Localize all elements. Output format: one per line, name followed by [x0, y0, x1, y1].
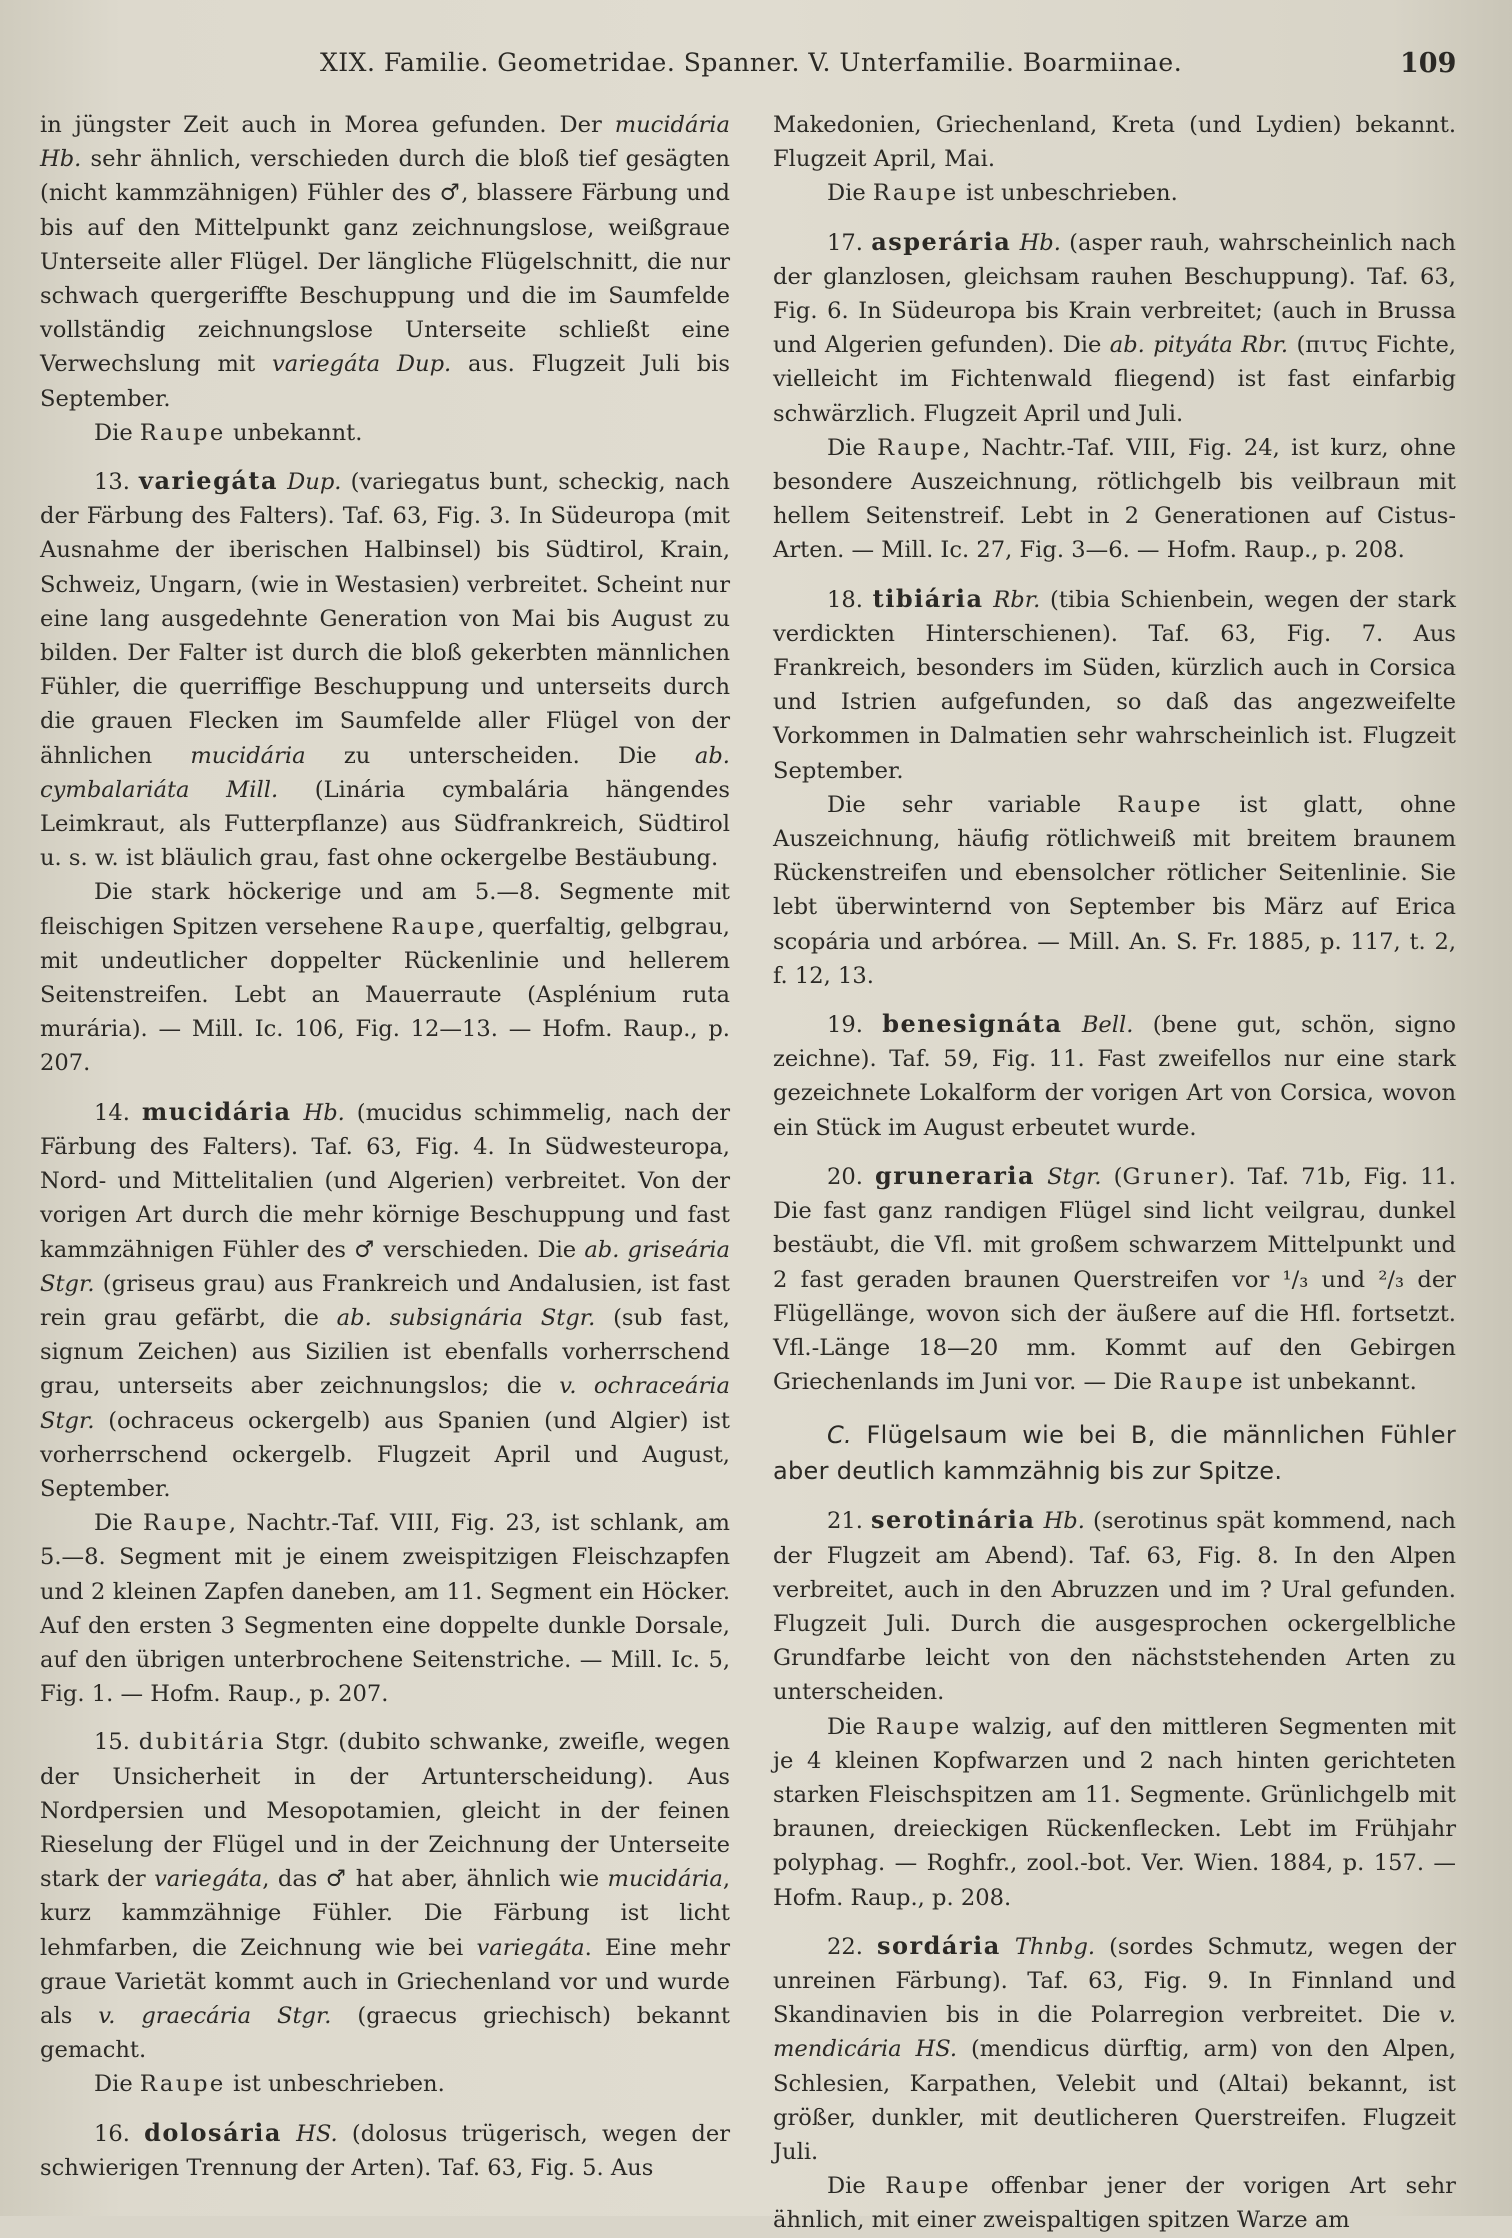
spaced-term: Raupe	[875, 1713, 962, 1740]
paragraph: Die Raupe ist unbeschrieben.	[94, 2071, 445, 2098]
italic-term: v. graecária Stgr.	[98, 2002, 332, 2029]
paragraph: Makedonien, Griechenland, Kreta (und Lydien) bekannt. Flugzeit April, Mai.	[773, 112, 1456, 173]
italic-term: ab. subsignária Stgr.	[336, 1304, 596, 1331]
left-column	[40, 108, 730, 2185]
running-header	[0, 48, 1512, 88]
italic-term: ab. cymbalariáta Mill.	[40, 742, 730, 803]
paragraph: Die Raupe walzig, auf den mittleren Segmenten mit je 4 kleinen Kopfwarzen und 2 nach hinten gerichteten starken Fleischspitzen am 11. Segmente. Grünlichgelb mit braunen, dreieckigen Rückenflecken. Lebt im Frühjahr polyphag. — Roghfr., zool.-bot. Ver. Wien. 1884, p. 157. — Hofm. Raup., p. 208.	[773, 1713, 1456, 1911]
italic-term: mucidária	[190, 742, 306, 769]
italic-term: Bell.	[1081, 1012, 1134, 1039]
species-entry-17: 17. asperária Hb. (asper rauh, wahrscheinlich nach der glanzlosen, gleichsam rauhen Beschuppung). Taf. 63, Fig. 6. In Südeuropa bis Krain verbreitet; (auch in Brussa und Algerien gefunden). Die ab. pityáta Rbr. (πιτυς Fichte, vielleicht im Fichtenwald fliegend) ist fast einfarbig schwärzlich. Flugzeit April und Juli.	[773, 226, 1457, 427]
header-title: XIX. Familie. Geometridae. Spanner. V. Unterfamilie. Boarmiinae.	[320, 48, 1183, 77]
spaced-term: Raupe	[872, 180, 959, 207]
spaced-term: Gruner	[1122, 1163, 1220, 1190]
italic-term: ab. griseária Stgr.	[40, 1236, 730, 1297]
paragraph: Die Raupe offenbar jener der vorigen Art sehr ähnlich, mit einer zweispaltigen spitzen Warze am	[773, 2173, 1456, 2234]
species-name: asperária	[871, 226, 1012, 256]
species-name: sordária	[876, 1930, 1001, 1960]
italic-term: Rbr.	[993, 586, 1041, 613]
spaced-term: Raupe	[139, 419, 226, 446]
spaced-term: Raupe	[1159, 1369, 1246, 1396]
species-entry-20: 20. gruneraria Stgr. (Gruner). Taf. 71b, Fig. 11. Die fast ganz randigen Flügel sind licht veilgrau, dunkel bestäubt, die Vfl. mit großem schwarzem Mittelpunkt und 2 fast geraden braunen Querstreifen vor ¹/₃ und ²/₃ der Flügellänge, wovon sich der äußere auf die Hfl. fortsetzt. Vfl.-Länge 18—20 mm. Kommt auf den Gebirgen Griechenlands im Juni vor. — Die Raupe ist unbekannt.	[773, 1160, 1456, 1396]
italic-term: C.	[827, 1421, 852, 1450]
italic-term: mucidária	[607, 1866, 723, 1893]
italic-term: v. ochraceária Stgr.	[40, 1373, 730, 1434]
italic-term: Thnbg.	[1014, 1933, 1096, 1960]
species-name: benesignáta	[882, 1009, 1063, 1039]
page-number: 109	[1400, 48, 1457, 79]
italic-term: v. mendicária HS.	[773, 2002, 1456, 2063]
species-entry-19: 19. benesignáta Bell. (bene gut, schön, signo zeichne). Taf. 59, Fig. 11. Fast zweifellos nur eine stark gezeichnete Lokalform der vorigen Art von Corsica, wovon ein Stück im August erbeutet wurde.	[773, 1009, 1456, 1141]
italic-term: mucidária Hb.	[40, 112, 730, 173]
paragraph: Die Raupe ist unbeschrieben.	[827, 180, 1178, 207]
section-heading-c: C. Flügelsaum wie bei B, die männlichen Fühler aber deutlich kammzähnig bis zur Spitze.	[773, 1421, 1456, 1486]
italic-term: Stgr.	[1047, 1163, 1102, 1190]
spaced-term: Raupe	[139, 2071, 226, 2098]
paragraph: Die stark höckerige und am 5.—8. Segmente mit fleischigen Spitzen versehene Raupe, querfaltig, gelbgrau, mit undeutlicher doppelter Rückenlinie und hellerem Seitenstreifen. Lebt an Mauerraute (Asplénium ruta murária). — Mill. Ic. 106, Fig. 12—13. — Hofm. Raup., p. 207.	[40, 879, 730, 1077]
species-entry-16: 16. dolosária HS. (dolosus trügerisch, wegen der schwierigen Trennung der Arten). Taf. 63, Fig. 5. Aus	[40, 2117, 730, 2181]
italic-term: Hb.	[1019, 229, 1061, 256]
paragraph: in jüngster Zeit auch in Morea gefunden. Der mucidária Hb. sehr ähnlich, verschieden durch die bloß tief gesägten (nicht kammzähnigen) Fühler des ♂, blassere Färbung und bis auf den Mittelpunkt ganz zeichnungslose, weißgraue Unterseite aller Flügel. Der längliche Flügelschnitt, die nur schwach quergeriffte Beschuppung und die im Saumfelde vollständig zeichnungslose Unterseite schließt eine Verwechslung mit variegáta Dup. aus. Flugzeit Juli bis September.	[40, 112, 731, 412]
species-name: tibiária	[872, 583, 984, 613]
spaced-term: Raupe	[1117, 791, 1204, 818]
species-name: gruneraria	[874, 1160, 1036, 1190]
italic-term: Hb.	[1043, 1508, 1085, 1535]
paragraph: Die Raupe, Nachtr.-Taf. VIII, Fig. 23, ist schlank, am 5.—8. Segment mit je einem zweispitzigen Fleischzapfen und 2 kleinen Zapfen daneben, am 11. Segment ein Höcker. Auf den ersten 3 Segmenten eine doppelte dunkle Dorsale, auf den übrigen unterbrochene Seitenstriche. — Mill. Ic. 5, Fig. 1. — Hofm. Raup., p. 207.	[40, 1510, 730, 1708]
italic-term: variegáta Dup.	[272, 351, 452, 378]
spaced-term: Raupe	[143, 1510, 229, 1537]
italic-term: HS.	[296, 2120, 338, 2147]
right-column	[773, 108, 1456, 2238]
species-entry-15: 15. dubitária Stgr. (dubito schwanke, zweifle, wegen der Unsicherheit in der Artunterscheidung). Aus Nordpersien und Mesopotamien, gleicht in der feinen Rieselung der Flügel und in der Zeichnung der Unterseite stark der variegáta, das ♂ hat aber, ähnlich wie mucidária, kurz kammzähnige Fühler. Die Färbung ist licht lehmfarben, die Zeichnung wie bei variegáta. Eine mehr graue Varietät kommt auch in Griechenland vor und wurde als v. graecária Stgr. (graecus griechisch) bekannt gemacht.	[40, 1729, 730, 2064]
paragraph: Die sehr variable Raupe ist glatt, ohne Auszeichnung, häufig rötlichweiß mit breitem braunem Rückenstreifen und ebensolcher rötlicher Seitenlinie. Sie lebt überwinternd von September bis März auf Erica scopária und arbórea. — Mill. An. S. Fr. 1885, p. 117, t. 2, f. 12, 13.	[773, 791, 1456, 989]
spaced-term: dubitária	[138, 1729, 267, 1756]
species-name: mucidária	[141, 1096, 292, 1126]
species-name: serotinária	[871, 1505, 1036, 1535]
species-entry-21: 21. serotinária Hb. (serotinus spät kommend, nach der Flugzeit am Abend). Taf. 63, Fig. 8. In den Alpen verbreitet, auch in den Abruzzen und im ? Ural gefunden. Flugzeit Juli. Durch die ausgesprochen ockergelbliche Grundfarbe leicht von den nächststehenden Arten zu unterscheiden.	[773, 1505, 1456, 1706]
paragraph: Die Raupe unbekannt.	[94, 419, 363, 446]
paragraph: Die Raupe, Nachtr.-Taf. VIII, Fig. 24, ist kurz, ohne besondere Auszeichnung, rötlichgelb bis veilbraun mit hellem Seitenstreif. Lebt in 2 Generationen auf Cistus-Arten. — Mill. Ic. 27, Fig. 3—6. — Hofm. Raup., p. 208.	[773, 434, 1456, 564]
species-name: variegáta	[139, 466, 279, 496]
italic-term: Dup.	[287, 469, 342, 496]
species-entry-14: 14. mucidária Hb. (mucidus schimmelig, nach der Färbung des Falters). Taf. 63, Fig. 4. In Südwesteuropa, Nord- und Mittelitalien (und Algerien) verbreitet. Von der vorigen Art durch die mehr körnige Beschuppung und fast kammzähnigen Fühler des ♂ verschieden. Die ab. griseária Stgr. (griseus grau) aus Frankreich und Andalusien, ist fast rein grau gefärbt, die ab. subsignária Stgr. (sub fast, signum Zeichen) aus Sizilien ist ebenfalls vorherrschend grau, unterseits aber zeichnungslos; die v. ochraceária Stgr. (ochraceus ockergelb) aus Spanien (und Algier) ist vorherrschend ockergelb. Flugzeit April und August, September.	[40, 1096, 730, 1502]
italic-term: ab. pityáta Rbr.	[1109, 332, 1289, 359]
italic-term: variegáta	[154, 1866, 263, 1893]
spaced-term: Raupe	[877, 434, 963, 461]
italic-term: variegáta	[476, 1934, 585, 1961]
spaced-term: Raupe	[391, 913, 478, 940]
species-entry-13: 13. variegáta Dup. (variegatus bunt, scheckig, nach der Färbung des Falters). Taf. 63, Fig. 3. In Südeuropa (mit Ausnahme der iberischen Halbinsel) bis Südtirol, Krain, Schweiz, Ungarn, (wie in Westasien) verbreitet. Scheint nur eine lang ausgedehnte Generation von Mai bis August zu bilden. Der Falter ist durch die bloß gekerbten männlichen Fühler, die querriffige Beschuppung und unterseits durch die grauen Flecken im Saumfelde aller Flügel von der ähnlichen mucidária zu unterscheiden. Die ab. cymbalariáta Mill. (Linária cymbalária hängendes Leimkraut, als Futterpflanze) aus Südfrankreich, Südtirol u. s. w. ist bläulich grau, fast ohne ockergelbe Bestäubung.	[40, 466, 730, 872]
italic-term: Hb.	[303, 1099, 345, 1126]
spaced-term: Raupe	[885, 2173, 972, 2200]
species-entry-22: 22. sordária Thnbg. (sordes Schmutz, wegen der unreinen Färbung). Taf. 63, Fig. 9. In Finnland und Skandinavien bis in die Polarregion verbreitet. Die v. mendicária HS. (mendicus dürftig, arm) von den Alpen, Schlesien, Karpathen, Velebit und (Altai) bekannt, ist größer, dunkler, mit deutlicheren Querstreifen. Flugzeit Juli.	[773, 1930, 1456, 2165]
species-name: dolosária	[144, 2117, 282, 2147]
species-entry-18: 18. tibiária Rbr. (tibia Schienbein, wegen der stark verdickten Hinterschienen). Taf. 63, Fig. 7. Aus Frankreich, besonders im Süden, kürzlich auch in Corsica und Istrien aufgefunden, so daß das angezweifelte Vorkommen in Dalmatien sehr wahrscheinlich ist. Flugzeit September.	[773, 583, 1456, 784]
